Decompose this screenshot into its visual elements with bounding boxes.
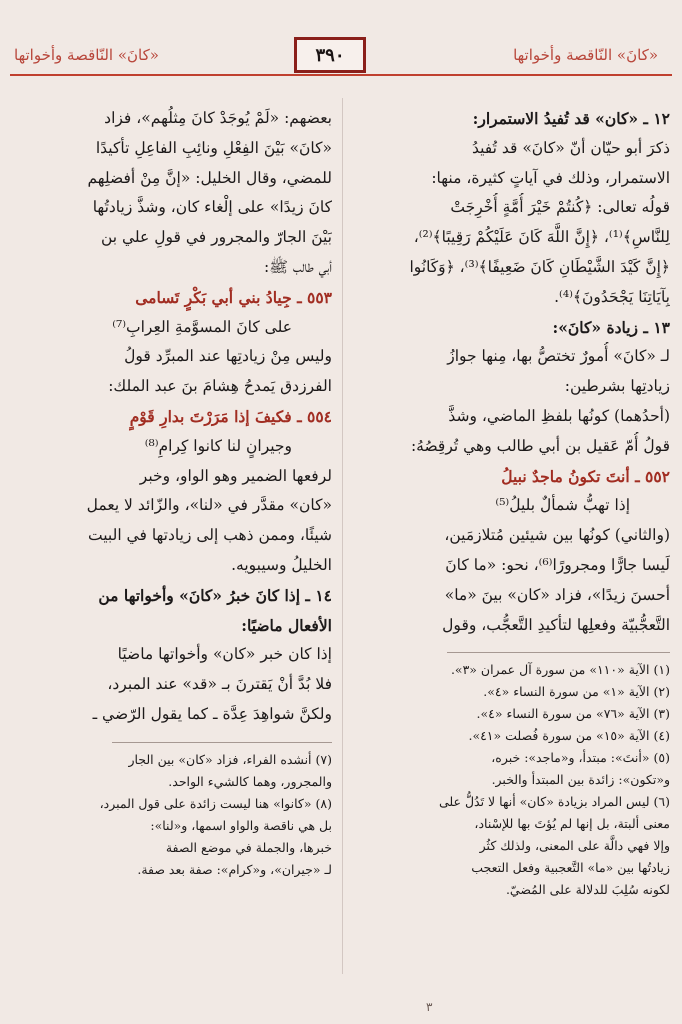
section-heading: ١٢ ـ «كان» قد تُفيدُ الاستمرار:: [472, 109, 670, 128]
footnote-line: والمجرور، وهما كالشيء الواحد.: [168, 773, 332, 789]
verse-line: ٥٥٢ ـ أنتَ تكونُ ماجدٌ نبيلُ: [501, 466, 670, 486]
footnote-line: خبرها، والجملة في موضع الصفة: [165, 839, 332, 855]
text-line: قولُ أُمّ عَقيل بن أبي طالب وهي تُرقِصُهُ:: [410, 436, 670, 455]
text-line: الخليلُ وسيبويه.: [231, 555, 332, 574]
footnote-line: (٧) أنشده الفراء، فزاد «كان» بين الجار: [128, 751, 332, 767]
text-line: فلا بُدَّ أنْ يَقترنَ بـ «قد» عند المبرد،: [107, 675, 332, 694]
text-line: لِلنَّاسِ﴾⁽¹⁾، ﴿إِنَّ اللَّهَ كَانَ عَلَيْكُمْ رَقِيبًا﴾⁽²⁾،: [413, 228, 670, 247]
footnote-line: (١) الآية «١١٠» من سورة آل عمران «٣».: [450, 662, 670, 678]
text-line: أحسنَ زيدًا»، فزاد «كان» بينَ «ما»: [444, 585, 670, 604]
header-rule: [10, 74, 672, 76]
verse-line: وجيرانٍ لنا كانوا كِرامِ⁽⁸⁾: [144, 436, 292, 455]
running-header-right: «كانَ» النّاقصة وأخواتها: [513, 46, 658, 64]
text-line: قولُه تعالى: ﴿كُنتُمْ خَيْرَ أُمَّةٍ أُخْرِجَتْ: [450, 198, 670, 217]
footnote-line: وإلا فهي دالَّة على المعنى، ولذلك كثُر: [479, 838, 670, 854]
text-line: (والثاني) كونُها بين شيئين مُتلازمَين،: [444, 526, 670, 545]
footnote-line: لكونه سُلِبَ للدلالة على المُضيّ.: [505, 882, 670, 898]
footnote-line: لـ «جيران»، و«كرام»: صفة بعد صفة.: [137, 861, 332, 877]
text-line: إذا كان خبر «كان» وأخواتها ماضيًا: [117, 645, 332, 664]
running-header-left: «كانَ» النّاقصة وأخواتها: [14, 46, 159, 64]
text-line: كانَ زيدًا» على إلْغاء كان، وشذَّ زيادتُها: [92, 198, 332, 217]
footnote-separator: [112, 742, 332, 743]
footnote-line: معنى ألبتة، بل إنها لم يُؤتَ بها للإسْناد،: [474, 816, 670, 832]
footnote-line: بل هي ناقصة والواو اسمها، و«لنا»:: [150, 817, 332, 833]
footnote-line: (٦) ليس المراد بزيادة «كان» أنها لا تَدُلُّ على: [438, 794, 670, 810]
left-column: [18, 104, 332, 881]
footnote-line: زيادتُها بين «ما» التَّعجبية وفعل التعجب: [471, 860, 670, 876]
section-heading: ١٣ ـ زيادة «كانَ»:: [552, 317, 670, 337]
left-footnotes: [18, 749, 332, 881]
text-line: بَيْنَ الجارّ والمجرور في قولِ علي بن: [100, 228, 332, 247]
text-line: ذكرَ أبو حيّان أنّ «كانَ» قد تُفيدُ: [471, 138, 670, 157]
text-line: وليس مِنْ زيادتِها عند المبرِّد قولُ: [124, 347, 332, 366]
footnote-line: (٤) الآية «١٥» من سورة فُصلت «٤١».: [468, 728, 670, 744]
text-line: بعضهم: «لَمْ يُوجَدْ كانَ مِثلُهم»، فزاد: [104, 109, 332, 127]
verse-line: إذا تهبُّ شمألٌ بليلُ⁽⁵⁾: [495, 496, 630, 515]
text-line: أبي طالب ﷺ:: [264, 257, 332, 276]
text-line: ولكنَّ شواهِدَ عِدَّة ـ كما يقول الرّضي ـ: [92, 704, 332, 723]
footnote-line: (٣) الآية «٧٦» من سورة النساء «٤».: [476, 706, 670, 722]
text-line: ﴿إِنَّ كَيْدَ الشَّيْطَانِ كَانَ ضَعِيفًا﴾⁽³⁾، ﴿وَكَانُوا: [409, 257, 670, 276]
right-footnotes: [352, 659, 670, 901]
text-line: الفرزدق يَمدحُ هِشامَ بنَ عبد الملك:: [108, 377, 332, 396]
section-heading: الأفعال ماضيًا:: [241, 615, 332, 635]
text-line: زيادتِها بشرطين:: [564, 377, 670, 396]
verse-line: على كانَ المسوَّمةِ العِرابِ⁽⁷⁾: [112, 317, 292, 336]
footnote-line: (٨) «كانوا» هنا ليست زائدة على قول المبرد،: [99, 795, 332, 811]
text-line: شيئًا، وممن ذهب إلى زيادتها في البيت: [88, 526, 332, 545]
column-divider: [342, 98, 343, 974]
footnote-line: (٥) «أنتَ»: مبتدأ، و«ماجد»: خبره،: [491, 750, 670, 766]
verse-line: ٥٥٤ ـ فكيفَ إذا مَرَرْتَ بدارِ قَوْمٍ: [129, 406, 332, 426]
footnote-line: (٢) الآية «١» من سورة النساء «٤».: [483, 684, 670, 700]
text-line: بِآيَاتِنَا يَجْحَدُونَ﴾⁽⁴⁾.: [554, 287, 670, 306]
right-column: [352, 104, 670, 901]
text-line: «كان» مقدَّر في «لنا»، والزّائد لا يعمل: [86, 496, 332, 515]
section-heading: ١٤ ـ إذا كانَ خبرُ «كانَ» وأخواتها من: [98, 585, 332, 605]
bottom-mark: ٣: [426, 1000, 433, 1014]
footnote-line: و«تكون»: زائدة بين المبتدأ والخبر.: [491, 772, 670, 788]
right-column-body: [352, 104, 670, 640]
text-line: «كانَ» بَيْنَ الفِعْلِ ونائِبِ الفاعِلِ تأكيدًا: [95, 138, 332, 157]
footnote-separator: [447, 652, 670, 653]
page-number: ٣٩٠: [294, 37, 366, 73]
text-line: لَيسا جارًّا ومجرورًا⁽⁶⁾، نحو: «ما كانَ: [445, 555, 670, 574]
left-column-body: [18, 104, 332, 730]
text-line: التَّعجُّبيّة وفعلِها لتأكيدِ التَّعجُّب، وقول: [442, 615, 670, 634]
text-line: لرفعها الضمير وهو الواو، وخبر: [139, 466, 332, 485]
text-line: الاستمرار، وذلك في آياتٍ كثيرة، منها:: [431, 168, 670, 187]
text-line: لـ «كانَ» أُمورٌ تختصُّ بها، مِنها جوازُ: [447, 347, 670, 366]
text-line: للمضي، وقال الخليل: «إنَّ مِنْ أفضلِهم: [87, 168, 332, 187]
text-line: (أحدُهما) كونُها بلفظِ الماضي، وشذَّ: [448, 406, 670, 425]
verse-line: ٥٥٣ ـ جِيادُ بني أبي بَكْرٍ تَسامى: [135, 287, 332, 307]
